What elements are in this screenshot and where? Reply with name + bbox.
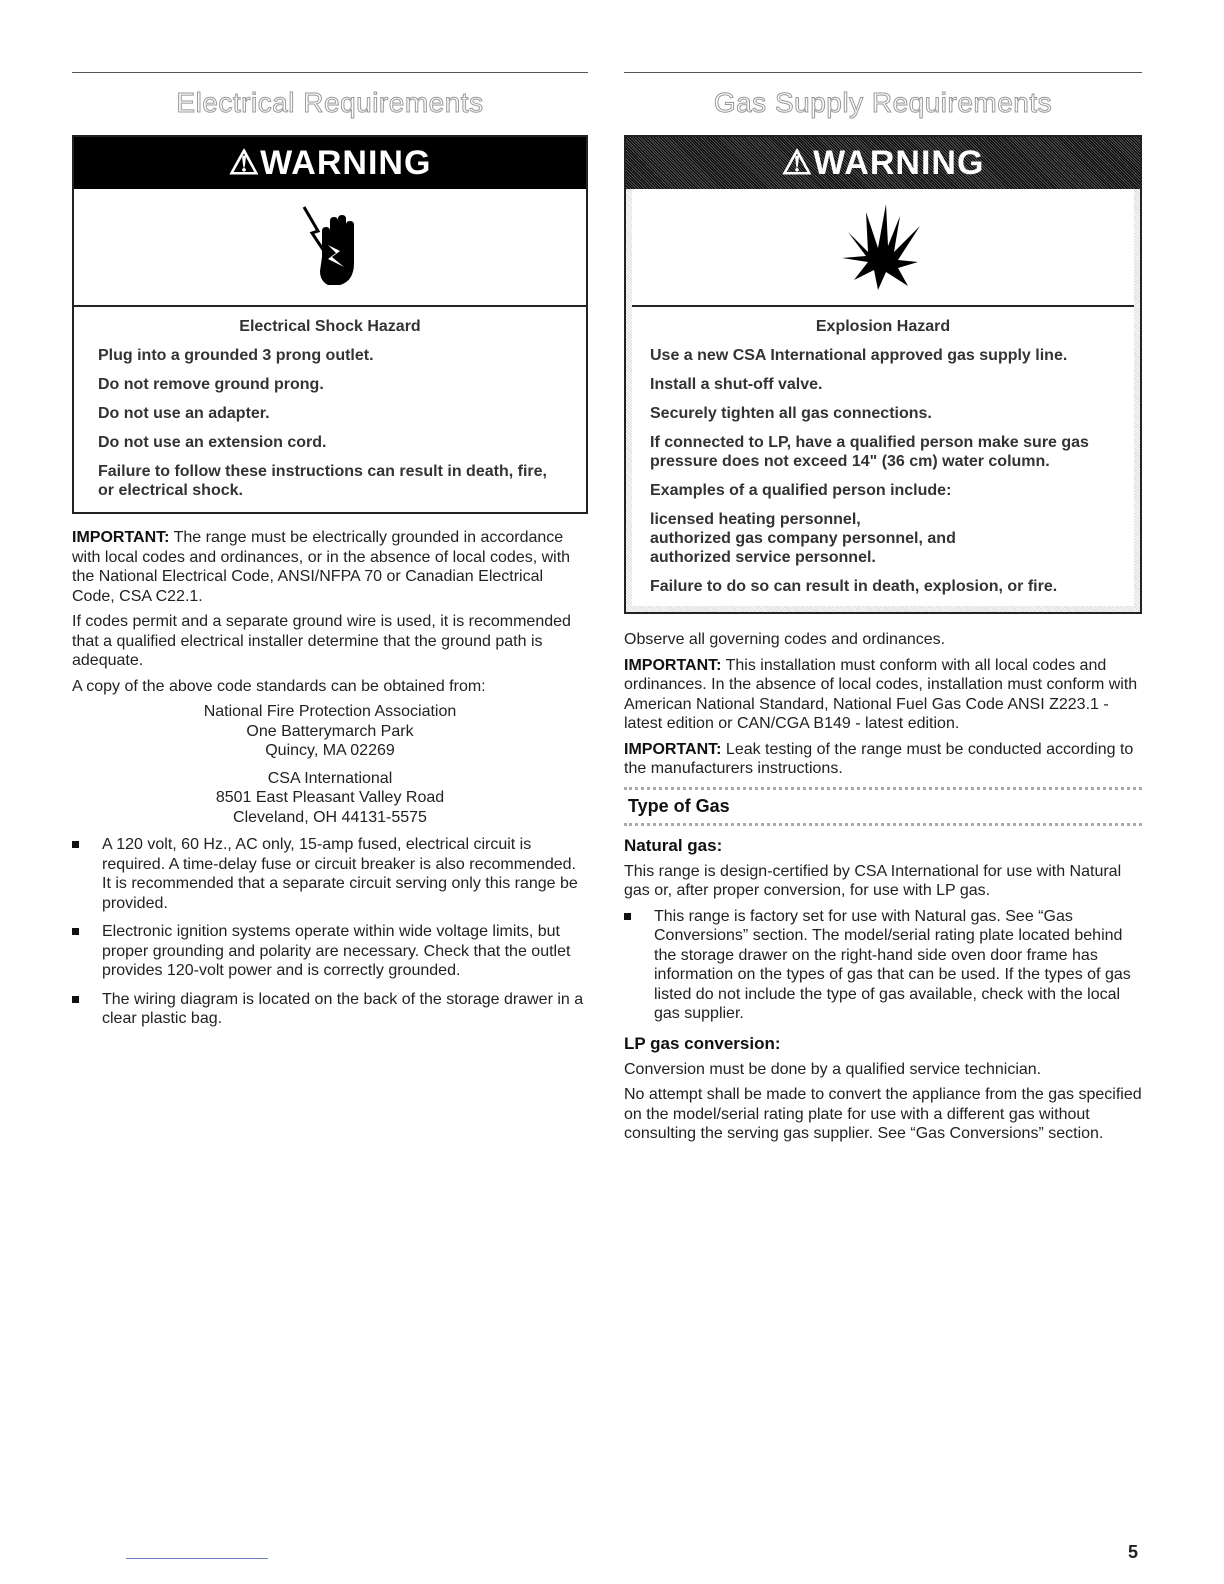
list-item: The wiring diagram is located on the back of the storage drawer in a clear plastic bag. <box>72 990 588 1029</box>
paragraph: No attempt shall be made to convert the appliance from the gas specified on the model/serial rating plate for use with a different gas without consulting the serving gas supplier. See “Gas Conversions” section. <box>624 1086 1142 1142</box>
paragraph: This range is design-certified by CSA International for use with Natural gas or, after proper conversion, for use with LP gas. <box>624 862 1122 899</box>
paragraph: If codes permit and a separate ground wire is used, it is recommended that a qualified electrical installer determine that the ground path is adequate. <box>72 613 571 669</box>
important-paragraph: IMPORTANT: Leak testing of the range must be conducted according to the manufacturers instructions. <box>624 740 1134 777</box>
warning-line: Plug into a grounded 3 prong outlet. <box>98 347 374 364</box>
warning-line: Failure to follow these instructions can result in death, fire, or electrical shock. <box>98 463 547 499</box>
warning-line: Securely tighten all gas connections. <box>650 405 932 422</box>
list-item: This range is factory set for use with Natural gas. See “Gas Conversions” section. The model/serial rating plate located behind the storage drawer on the right-hand side oven door frame has information on the types of gas that can be used. If the types of gas listed do not include the type of gas available, check with the local gas supplier. <box>624 907 1142 1024</box>
natural-gas-heading: Natural gas: <box>624 835 723 855</box>
lp-gas-heading: LP gas conversion: <box>624 1033 781 1053</box>
gas-supply-requirements-column <box>624 72 1142 1150</box>
electrical-shock-hand-icon <box>298 201 362 293</box>
list-item: A 120 volt, 60 Hz., AC only, 15-amp fused, electrical circuit is required. A time-delay fuse or circuit breaker is also recommended. It is recommended that a separate circuit serving only this range be provided. <box>72 835 588 913</box>
important-label: IMPORTANT: <box>624 740 722 758</box>
warning-line: Failure to do so can result in death, explosion, or fire. <box>650 578 1058 595</box>
warning-label: ⚠WARNING <box>626 137 1140 189</box>
warning-line: Do not remove ground prong. <box>98 376 324 393</box>
hazard-title: Electrical Shock Hazard <box>239 318 421 335</box>
electrical-requirements-column <box>72 72 588 1038</box>
list-item: licensed heating personnel, <box>650 511 861 528</box>
important-paragraph: IMPORTANT: The range must be electrically grounded in accordance with local codes and ordinances, or in the absence of local codes, with the National Electrical Code, ANSI/NFPA 70 or Canadian Electrical Code, CSA C22.1. <box>72 529 571 605</box>
section-title: Electrical Requirements <box>176 87 484 118</box>
electrical-warning-box <box>72 135 588 514</box>
warning-line: Use a new CSA International approved gas supply line. <box>650 347 1068 364</box>
important-paragraph: IMPORTANT: This installation must conform with all local codes and ordinances. In the absence of local codes, installation must conform with American National Standard, National Fuel Gas Code ANSI Z223.1 - latest edition or CAN/CGA B149 - latest edition. <box>624 656 1138 732</box>
address-nfpa: National Fire Protection Association One Batterymarch Park Quincy, MA 02269 <box>203 703 457 759</box>
warning-line: Do not use an adapter. <box>98 405 270 422</box>
explosion-icon <box>838 202 928 292</box>
warning-line: Install a shut-off valve. <box>650 376 823 393</box>
section-rule <box>624 72 1142 73</box>
important-label: IMPORTANT: <box>624 656 722 674</box>
warning-body <box>632 307 1134 606</box>
electrical-bullets <box>72 835 588 1029</box>
paragraph: A copy of the above code standards can be obtained from: <box>72 677 486 695</box>
list-item: authorized gas company personnel, and <box>650 530 956 547</box>
natural-gas-bullets <box>624 907 1142 1024</box>
warning-label: ⚠WARNING <box>74 137 586 189</box>
warning-line: If connected to LP, have a qualified person make sure gas pressure does not exceed 14" (36 cm) water column. <box>650 434 1089 470</box>
warning-line: Do not use an extension cord. <box>98 434 327 451</box>
qualified-person-list <box>650 510 1116 567</box>
warning-icon-row <box>74 189 586 307</box>
warning-body <box>74 307 586 512</box>
important-label: IMPORTANT: <box>72 529 170 546</box>
warning-icon-row <box>632 189 1134 307</box>
natural-gas-text <box>624 862 1142 901</box>
section-rule <box>72 72 588 73</box>
address-csa: CSA International 8501 East Pleasant Valley Road Cleveland, OH 44131-5575 <box>215 769 445 826</box>
type-of-gas-heading: Type of Gas <box>624 787 1142 826</box>
gas-text <box>624 630 1142 779</box>
warning-line: Examples of a qualified person include: <box>650 482 952 499</box>
paragraph: Conversion must be done by a qualified service technician. <box>624 1060 1042 1078</box>
footer-rule <box>126 1558 268 1559</box>
page-number: 5 <box>1128 1542 1139 1562</box>
paragraph: Observe all governing codes and ordinances. <box>624 631 946 648</box>
lp-gas-text <box>624 1060 1142 1144</box>
gas-warning-box <box>624 135 1142 614</box>
electrical-text <box>72 528 588 696</box>
list-item: Electronic ignition systems operate within wide voltage limits, but proper grounding and polarity are necessary. Check that the outlet provides 120-volt power and is correctly grounded. <box>72 922 588 981</box>
section-title: Gas Supply Requirements <box>713 87 1053 118</box>
hazard-title: Explosion Hazard <box>815 318 951 335</box>
list-item: authorized service personnel. <box>650 549 876 566</box>
